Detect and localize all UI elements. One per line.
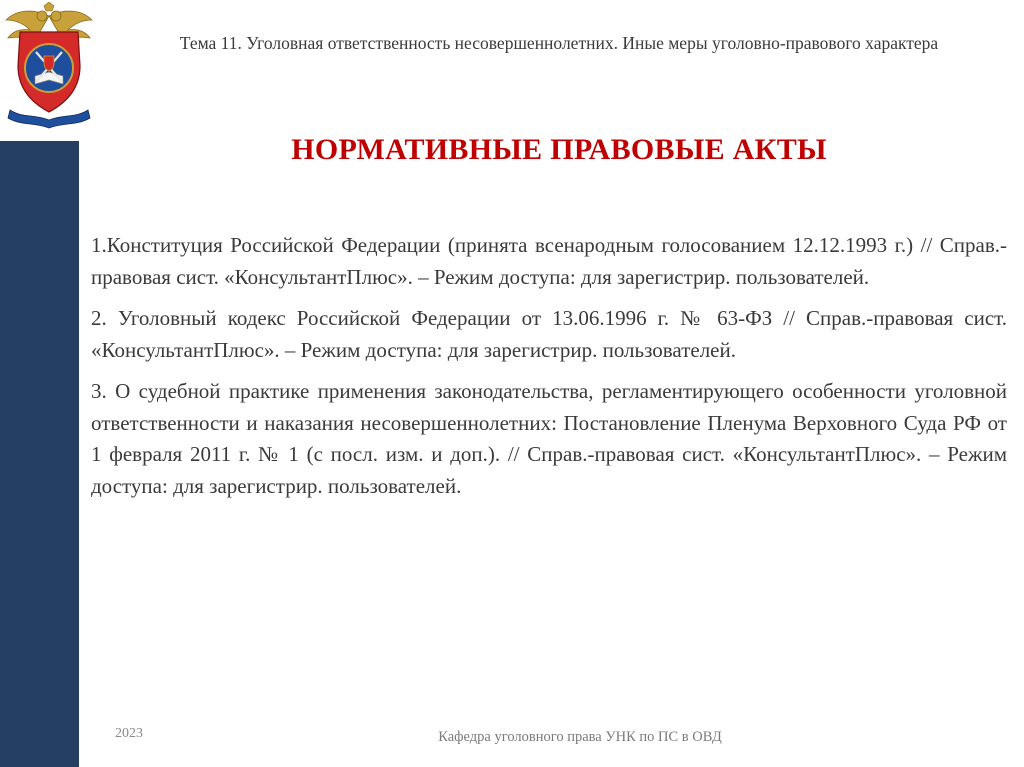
- police-academy-emblem-icon: [2, 2, 96, 130]
- list-item: 2. Уголовный кодекс Российской Федерации от 13.06.1996 г. № 63-ФЗ // Справ.-правовая сист. «КонсультантПлюс». – Режим доступа: для зарегистрир. пользователей.: [91, 306, 1007, 362]
- sidebar-stripe: [0, 141, 79, 767]
- list-item: 3. О судебной практике применения законодательства, регламентирующего особенности уголовной ответственности и наказания несовершеннолетних: Постановление Пленума Верховного Суда РФ от 1 февраля 2011 г. № 1 (с посл. изм. и доп.). // Справ.-правовая сист. «КонсультантПлюс». – Режим доступа: для зарегистрир. пользователей.: [91, 379, 1007, 498]
- topic-heading: Тема 11. Уголовная ответственность несовершеннолетних. Иные меры уголовно-правового характера: [179, 33, 939, 53]
- footer-year: 2023: [115, 726, 143, 741]
- footer-department: Кафедра уголовного права УНК по ПС в ОВД: [438, 729, 722, 745]
- legal-acts-list: [91, 230, 1007, 512]
- list-item: 1.Конституция Российской Федерации (принята всенародным голосованием 12.12.1993 г.) // Справ.-правовая сист. «КонсультантПлюс». – Режим доступа: для зарегистрир. пользователей.: [91, 233, 1007, 289]
- page-title: НОРМАТИВНЫЕ ПРАВОВЫЕ АКТЫ: [291, 133, 827, 166]
